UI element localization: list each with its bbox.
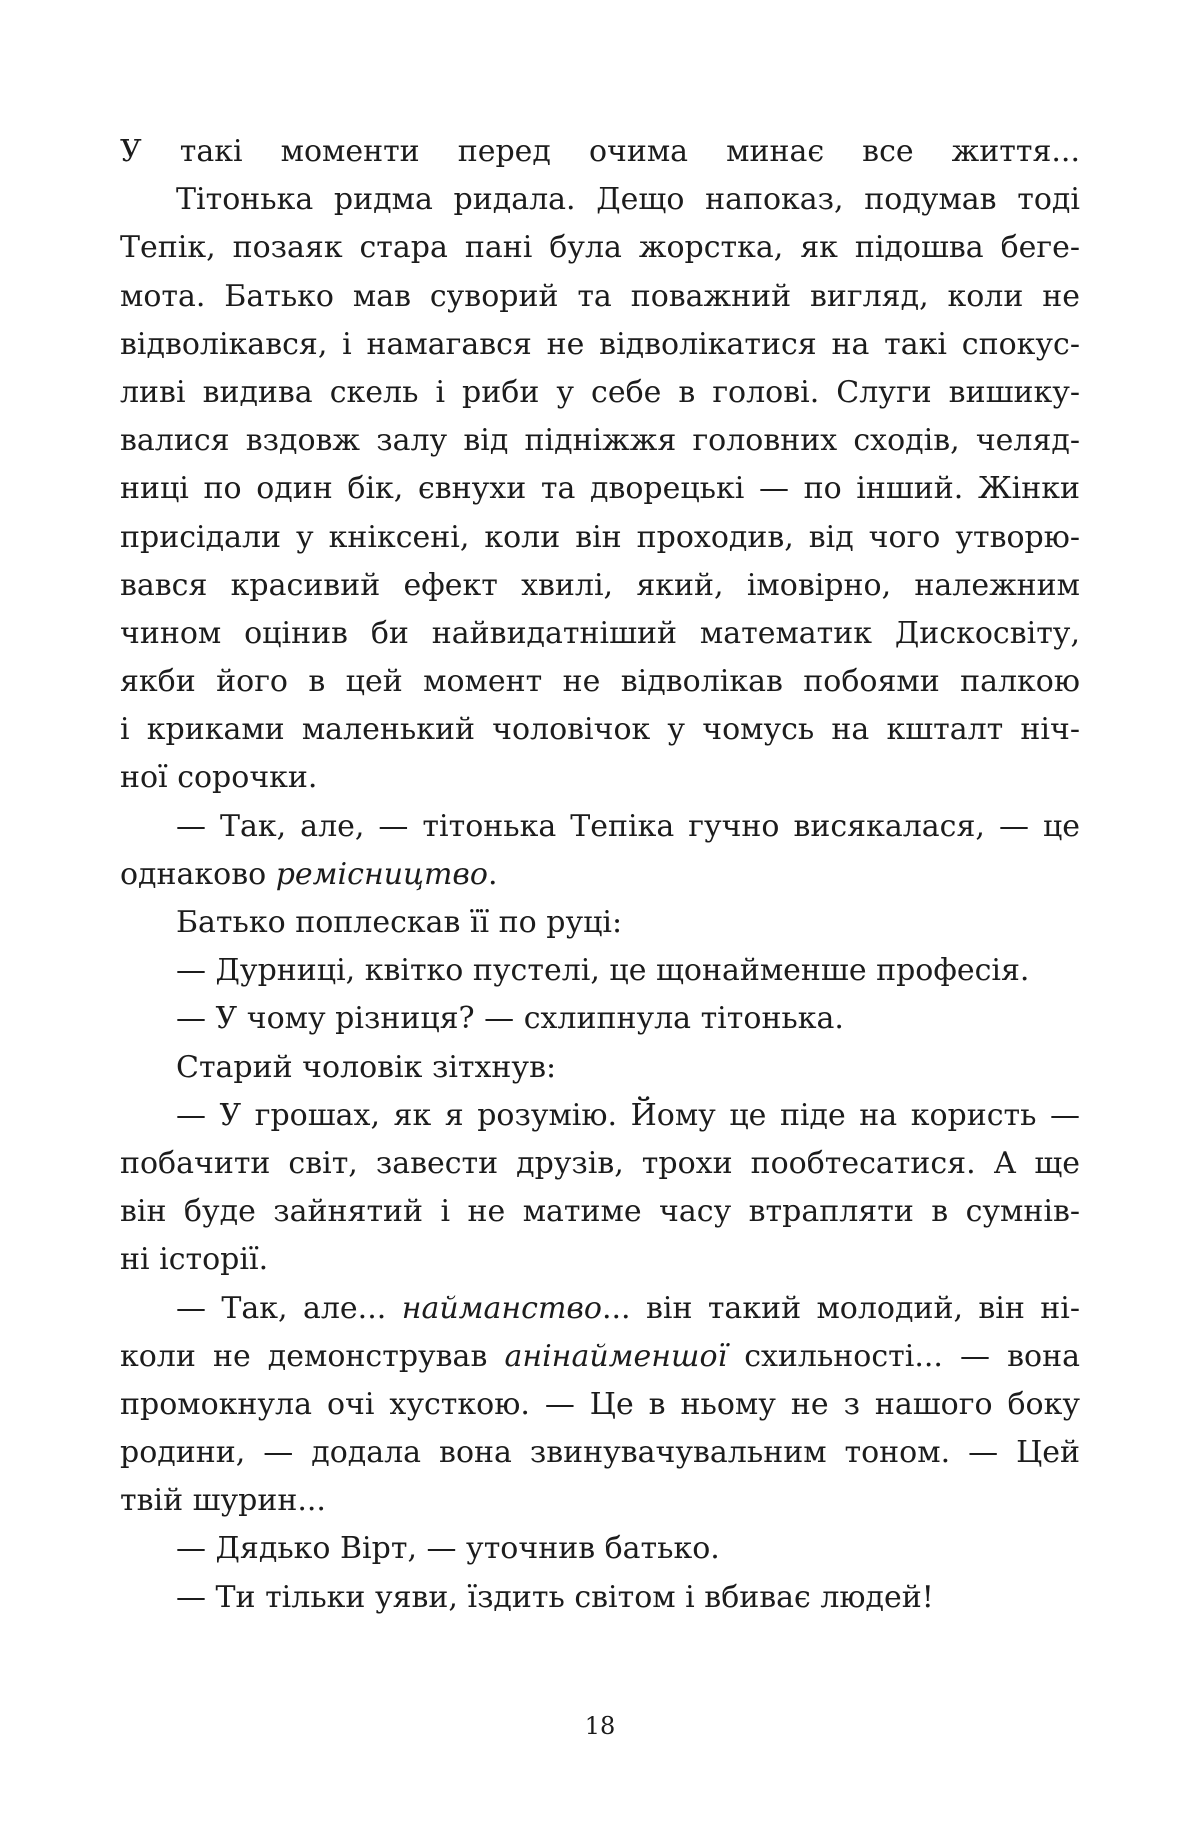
- text-fragment: — Так, але...: [176, 1290, 402, 1326]
- text-fragment: схильності... — вона: [727, 1338, 1080, 1374]
- text-line: промокнула очі хусткою. — Це в ньому не з нашого боку: [120, 1386, 1080, 1422]
- text-fragment: ... він такий молодий, він ні-: [601, 1290, 1080, 1326]
- text-line: чином оцінив би найвидатніший математик Дискосвіту,: [120, 615, 1080, 651]
- text-line: і криками маленький чоловічок у чомусь на кшталт ніч-: [120, 712, 1080, 748]
- text-line: [120, 851, 1080, 899]
- italic-word: ремісництво: [275, 856, 488, 892]
- text-line: — Ти тільки уяви, їздить світом і вбиває людей!: [176, 1579, 934, 1615]
- text-line: якби його в цей момент не відволікав побоями палкою: [120, 664, 1080, 700]
- text-line: відволікався, і намагався не відволікатися на такі спокус-: [120, 326, 1080, 362]
- text-line: Старий чоловік зітхнув:: [176, 1049, 557, 1085]
- text-line: присідали у кніксені, коли він проходив, від чого утворю-: [120, 519, 1080, 555]
- text-line: — Дурниці, квітко пустелі, це щонайменше професія.: [176, 953, 1030, 989]
- text-line: Батько поплескав її по руці:: [176, 905, 623, 940]
- text-line: валися вздовж залу від підніжжя головних сходів, челяд-: [120, 423, 1080, 459]
- text-line: — Так, але, — тітонька Тепіка гучно висякалася, — це: [176, 808, 1080, 844]
- body-text: [120, 128, 1080, 1622]
- page-number: 18: [584, 1712, 616, 1740]
- text-line: У такі моменти перед очима минає все життя...: [120, 134, 1080, 169]
- text-line: родини, — додала вона звинувачувальним тоном. — Цей: [120, 1435, 1080, 1471]
- italic-word: найманство: [401, 1290, 602, 1326]
- text-line: побачити світ, завести друзів, трохи пообтесатися. А ще: [120, 1145, 1080, 1181]
- text-fragment: однаково: [120, 856, 276, 892]
- text-line: ливі видива скель і риби у себе в голові. Слуги вишику-: [120, 374, 1080, 410]
- text-line: вався красивий ефект хвилі, який, імовірно, належним: [120, 567, 1080, 603]
- text-line: Тепік, позаяк стара пані була жорстка, як підошва беге-: [120, 230, 1080, 266]
- text-line: [120, 1333, 1080, 1381]
- text-line: ниці по один бік, євнухи та дворецькі — по інший. Жінки: [120, 471, 1080, 507]
- text-line: мота. Батько мав суворий та поважний вигляд, коли не: [120, 278, 1080, 314]
- text-line: ні історії.: [120, 1242, 269, 1278]
- text-line: — У грошах, як я розумію. Йому це піде на користь —: [176, 1097, 1080, 1133]
- text-fragment: .: [487, 856, 498, 892]
- text-fragment: коли не демонстрував: [120, 1338, 505, 1374]
- text-line: він буде зайнятий і не матиме часу втрапляти в сумнів-: [120, 1194, 1080, 1230]
- text-line: — Дядько Вірт, — уточнив батько.: [176, 1531, 720, 1567]
- italic-word: анінайменшої: [504, 1338, 728, 1374]
- text-line: [120, 1285, 1080, 1333]
- text-line: Тітонька ридма ридала. Дещо напоказ, подумав тоді: [176, 182, 1080, 218]
- text-line: — У чому різниця? — схлипнула тітонька.: [176, 1001, 844, 1037]
- text-line: ної сорочки.: [120, 760, 318, 796]
- text-line: твій шурин...: [120, 1483, 326, 1519]
